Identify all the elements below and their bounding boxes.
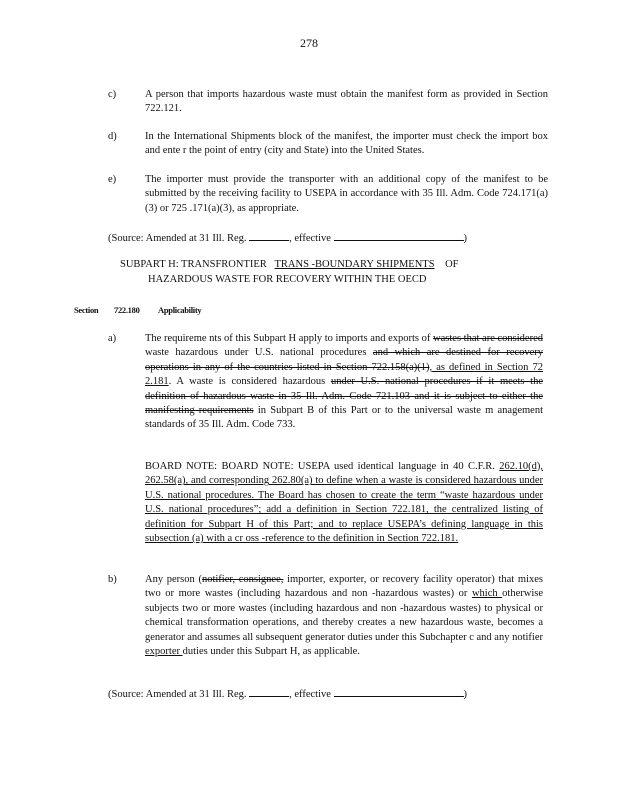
section-label: Section <box>74 305 99 315</box>
source-prefix: (Source: Amended at 31 Ill. Reg. <box>108 233 247 244</box>
source-suffix: ) <box>463 233 468 244</box>
subpart-line1a: SUBPART H: TRANSFRONTIER <box>120 259 267 270</box>
item-a-text <box>145 332 543 433</box>
item-label-e: e) <box>108 174 117 185</box>
item-a-added-1: , as defined in Section 72 2.181 <box>145 361 543 388</box>
item-e-text: The importer must provide the transporter with an additional copy of the manifest to be submitted by the receiving facility to USEPA in accordance with 35 Ill. Adm. Code 724.171(a)(3) or 725 .171(a)(3), as appropriate. <box>145 174 548 214</box>
page-number: 278 <box>300 36 318 50</box>
item-a-t1: The requireme nts of this Subpart H apply to imports and exports of <box>145 333 434 344</box>
section-number: 722.180 <box>114 305 140 315</box>
item-a-struck-1: wastes that are considered <box>433 333 543 344</box>
item-a-t2: waste hazardous under U.S. national procedures <box>145 347 373 359</box>
item-b-added-2: exporter <box>145 646 183 658</box>
item-a-t4: in Subpart B of this Part or to the universal waste m anagement standards of 35 Ill. Adm. Code 733. <box>145 405 544 431</box>
item-a-struck-2: and which are destined for recovery operations in any of the countries listed in Section 722.158(a)(1) <box>145 347 543 373</box>
item-b-t4: duties under this Subpart H, as applicable. <box>182 646 360 658</box>
source-mid-2: , effective <box>289 689 331 700</box>
item-b-struck-1: notifier, consignee, <box>201 574 284 585</box>
source-suffix-2: ) <box>463 689 468 700</box>
source-note-1 <box>108 230 528 246</box>
source-prefix-2: (Source: Amended at 31 Ill. Reg. <box>108 689 247 700</box>
source-mid: , effective <box>289 233 331 244</box>
section-title: Applicability <box>158 305 202 315</box>
item-c-text: A person that imports hazardous waste must obtain the manifest form as provided in Section 722.121. <box>145 89 548 115</box>
item-a-t3: . A waste is considered hazardous <box>168 376 331 388</box>
subpart-line1c: OF <box>445 259 459 270</box>
item-b-t2: importer, exporter, or recovery facility operator) that mixes two or more wastes (including hazardous and non -hazardous wastes) or <box>145 574 543 600</box>
board-note <box>145 460 543 546</box>
item-label-a: a) <box>108 333 117 344</box>
subpart-line2: HAZARDOUS WASTE FOR RECOVERY WITHIN THE OECD <box>148 274 427 285</box>
reg-blank-2 <box>249 686 289 697</box>
item-label-d: d) <box>108 131 117 142</box>
item-b-t3: otherwise subjects two or more wastes (including hazardous and non -hazardous wastes) to physical or chemical transformation operations, and thereby creates a new hazardous waste, becomes a generator and assumes all subsequent generator duties under this Subchapter c and any notifier <box>145 588 544 643</box>
subpart-heading <box>120 258 520 272</box>
board-note-added: 262.10(d), 262.58(a), and corresponding 262.80(a) to define when a waste is considered hazardous under U.S. national procedures. The Board has chosen to create the term “waste hazardous under U.S. national procedures”; add a definition in Section 722.181, the centralized listing of definition for Subpart H of this Part; and to replace USEPA’s defining language in this subsection (a) with a cr oss -reference to the definition in Section 722.181. <box>145 461 543 545</box>
subpart-line1b: TRANS -BOUNDARY SHIPMENTS <box>274 259 435 270</box>
effective-blank <box>334 230 464 241</box>
item-b-text <box>145 573 543 659</box>
item-b-t1: Any person ( <box>145 574 202 585</box>
reg-blank <box>249 230 289 241</box>
item-label-b: b) <box>108 574 117 585</box>
item-label-c: c) <box>108 89 117 100</box>
item-b-added-1: which <box>471 588 503 600</box>
effective-blank-2 <box>334 686 464 697</box>
item-a-struck-3: under U.S. national procedures if it meets the definition of hazardous waste in 35 Ill. Adm. Code 721.103 and it is subject to either the manifesting requirements <box>145 376 543 417</box>
item-d-text: In the International Shipments block of the manifest, the importer must check the import box and ente r the point of entry (city and State) into the United States. <box>145 131 548 157</box>
board-note-t1: BOARD NOTE: BOARD NOTE: USEPA used identical language in 40 C.F.R. <box>145 461 500 472</box>
source-note-2 <box>108 686 528 702</box>
